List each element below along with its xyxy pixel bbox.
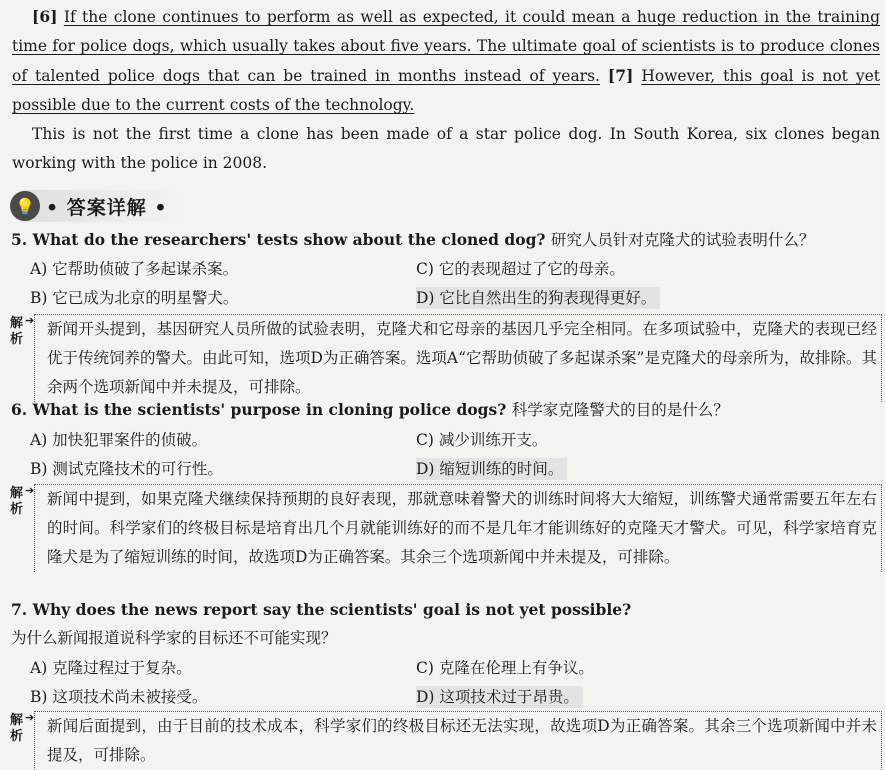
sentence-marker-7: [7] <box>607 66 634 85</box>
passage-paragraph-1 <box>12 2 880 120</box>
sentence-marker-6: [6] <box>32 7 58 26</box>
q5-option-c: C) 它的表现超过了它的母亲。 <box>416 260 625 278</box>
underlined-sentence-6: If the clone continues to perform as well as expected, it could mean a huge reduction in the training time for police dogs, which usually takes about five years. The ultimate goal of scientists is to produce clones of talented police dogs that can be trained in months instead of years. <box>12 8 881 85</box>
arrow-icon: ➔ <box>25 314 35 327</box>
q5-option-d: D) 它比自然出生的狗表现得更好。 <box>416 287 660 309</box>
q6-analysis <box>10 482 882 594</box>
passage-paragraph-2: This is not the first time a clone has been made of a star police dog. In South Korea, six clones began working with the police in 2008. <box>12 125 880 172</box>
q6-option-c: C) 减少训练开支。 <box>416 431 548 449</box>
question-7-chinese: 为什么新闻报道说科学家的目标还不可能实现？ <box>11 629 337 647</box>
q7-analysis <box>10 709 882 765</box>
question-6 <box>11 399 729 421</box>
question-5-english: 5. What do the researchers' tests show about the cloned dog? <box>11 230 546 249</box>
analysis-tag: 解析 <box>10 316 24 347</box>
analysis-tag: 解析 <box>10 713 24 744</box>
arrow-icon: ➔ <box>25 711 35 724</box>
q7-option-c: C) 克隆在伦理上有争议。 <box>416 659 594 677</box>
arrow-icon: ➔ <box>25 484 35 497</box>
question-7-english: 7. Why does the news report say the scientists' goal is not yet possible? <box>11 600 632 619</box>
lightbulb-icon: 💡 <box>10 191 40 221</box>
section-title: • 答案详解 • <box>46 196 168 219</box>
q5-option-b: B) 它已成为北京的明星警犬。 <box>30 289 239 307</box>
q6-option-d: D) 缩短训练的时间。 <box>416 458 567 480</box>
q7-option-b: B) 这项技术尚未被接受。 <box>30 688 208 706</box>
q7-option-d: D) 这项技术过于昂贵。 <box>416 686 583 708</box>
q5-analysis <box>10 312 882 396</box>
q7-analysis-text: 新闻后面提到，由于目前的技术成本，科学家们的终极目标还无法实现，故选项D为正确答案。其余三个选项新闻中并未提及，可排除。 <box>34 711 882 770</box>
q5-option-a: A) 它帮助侦破了多起谋杀案。 <box>30 260 239 278</box>
q6-option-a: A) 加快犯罪案件的侦破。 <box>30 431 208 449</box>
news-passage <box>12 2 880 178</box>
q6-analysis-text: 新闻中提到，如果克隆犬继续保持预期的良好表现，那就意味着警犬的训练时间将大大缩短，训练警犬通常需要五年左右的时间。科学家们的终极目标是培育出几个月就能训练好的而不是几年才能训练好的克隆天才警犬。可见，科学家培育克隆犬是为了缩短训练的时间，故选项D为正确答案。其余三个选项新闻中并未提及，可排除。 <box>34 484 882 572</box>
q5-analysis-text: 新闻开头提到，基因研究人员所做的试验表明，克隆犬和它母亲的基因几乎完全相同。在多项试验中，克隆犬的表现已经优于传统饲养的警犬。由此可知，选项D为正确答案。选项A“它帮助侦破了多起谋杀案”是克隆犬的母亲所为，故排除。其余两个选项新闻中并未提及，可排除。 <box>34 314 882 402</box>
question-7 <box>11 599 631 649</box>
question-5 <box>11 229 814 251</box>
question-6-chinese: 科学家克隆警犬的目的是什么？ <box>511 401 729 419</box>
section-header <box>10 190 184 222</box>
q7-option-a: A) 克隆过程过于复杂。 <box>30 659 192 677</box>
q6-option-b: B) 测试克隆技术的可行性。 <box>30 460 223 478</box>
underlined-sentence-7: However, this goal is not yet possible due to the current costs of the technology. <box>12 67 880 114</box>
question-5-chinese: 研究人员针对克隆犬的试验表明什么？ <box>550 231 815 249</box>
question-6-english: 6. What is the scientists' purpose in cloning police dogs? <box>11 400 507 419</box>
analysis-tag: 解析 <box>10 486 24 517</box>
